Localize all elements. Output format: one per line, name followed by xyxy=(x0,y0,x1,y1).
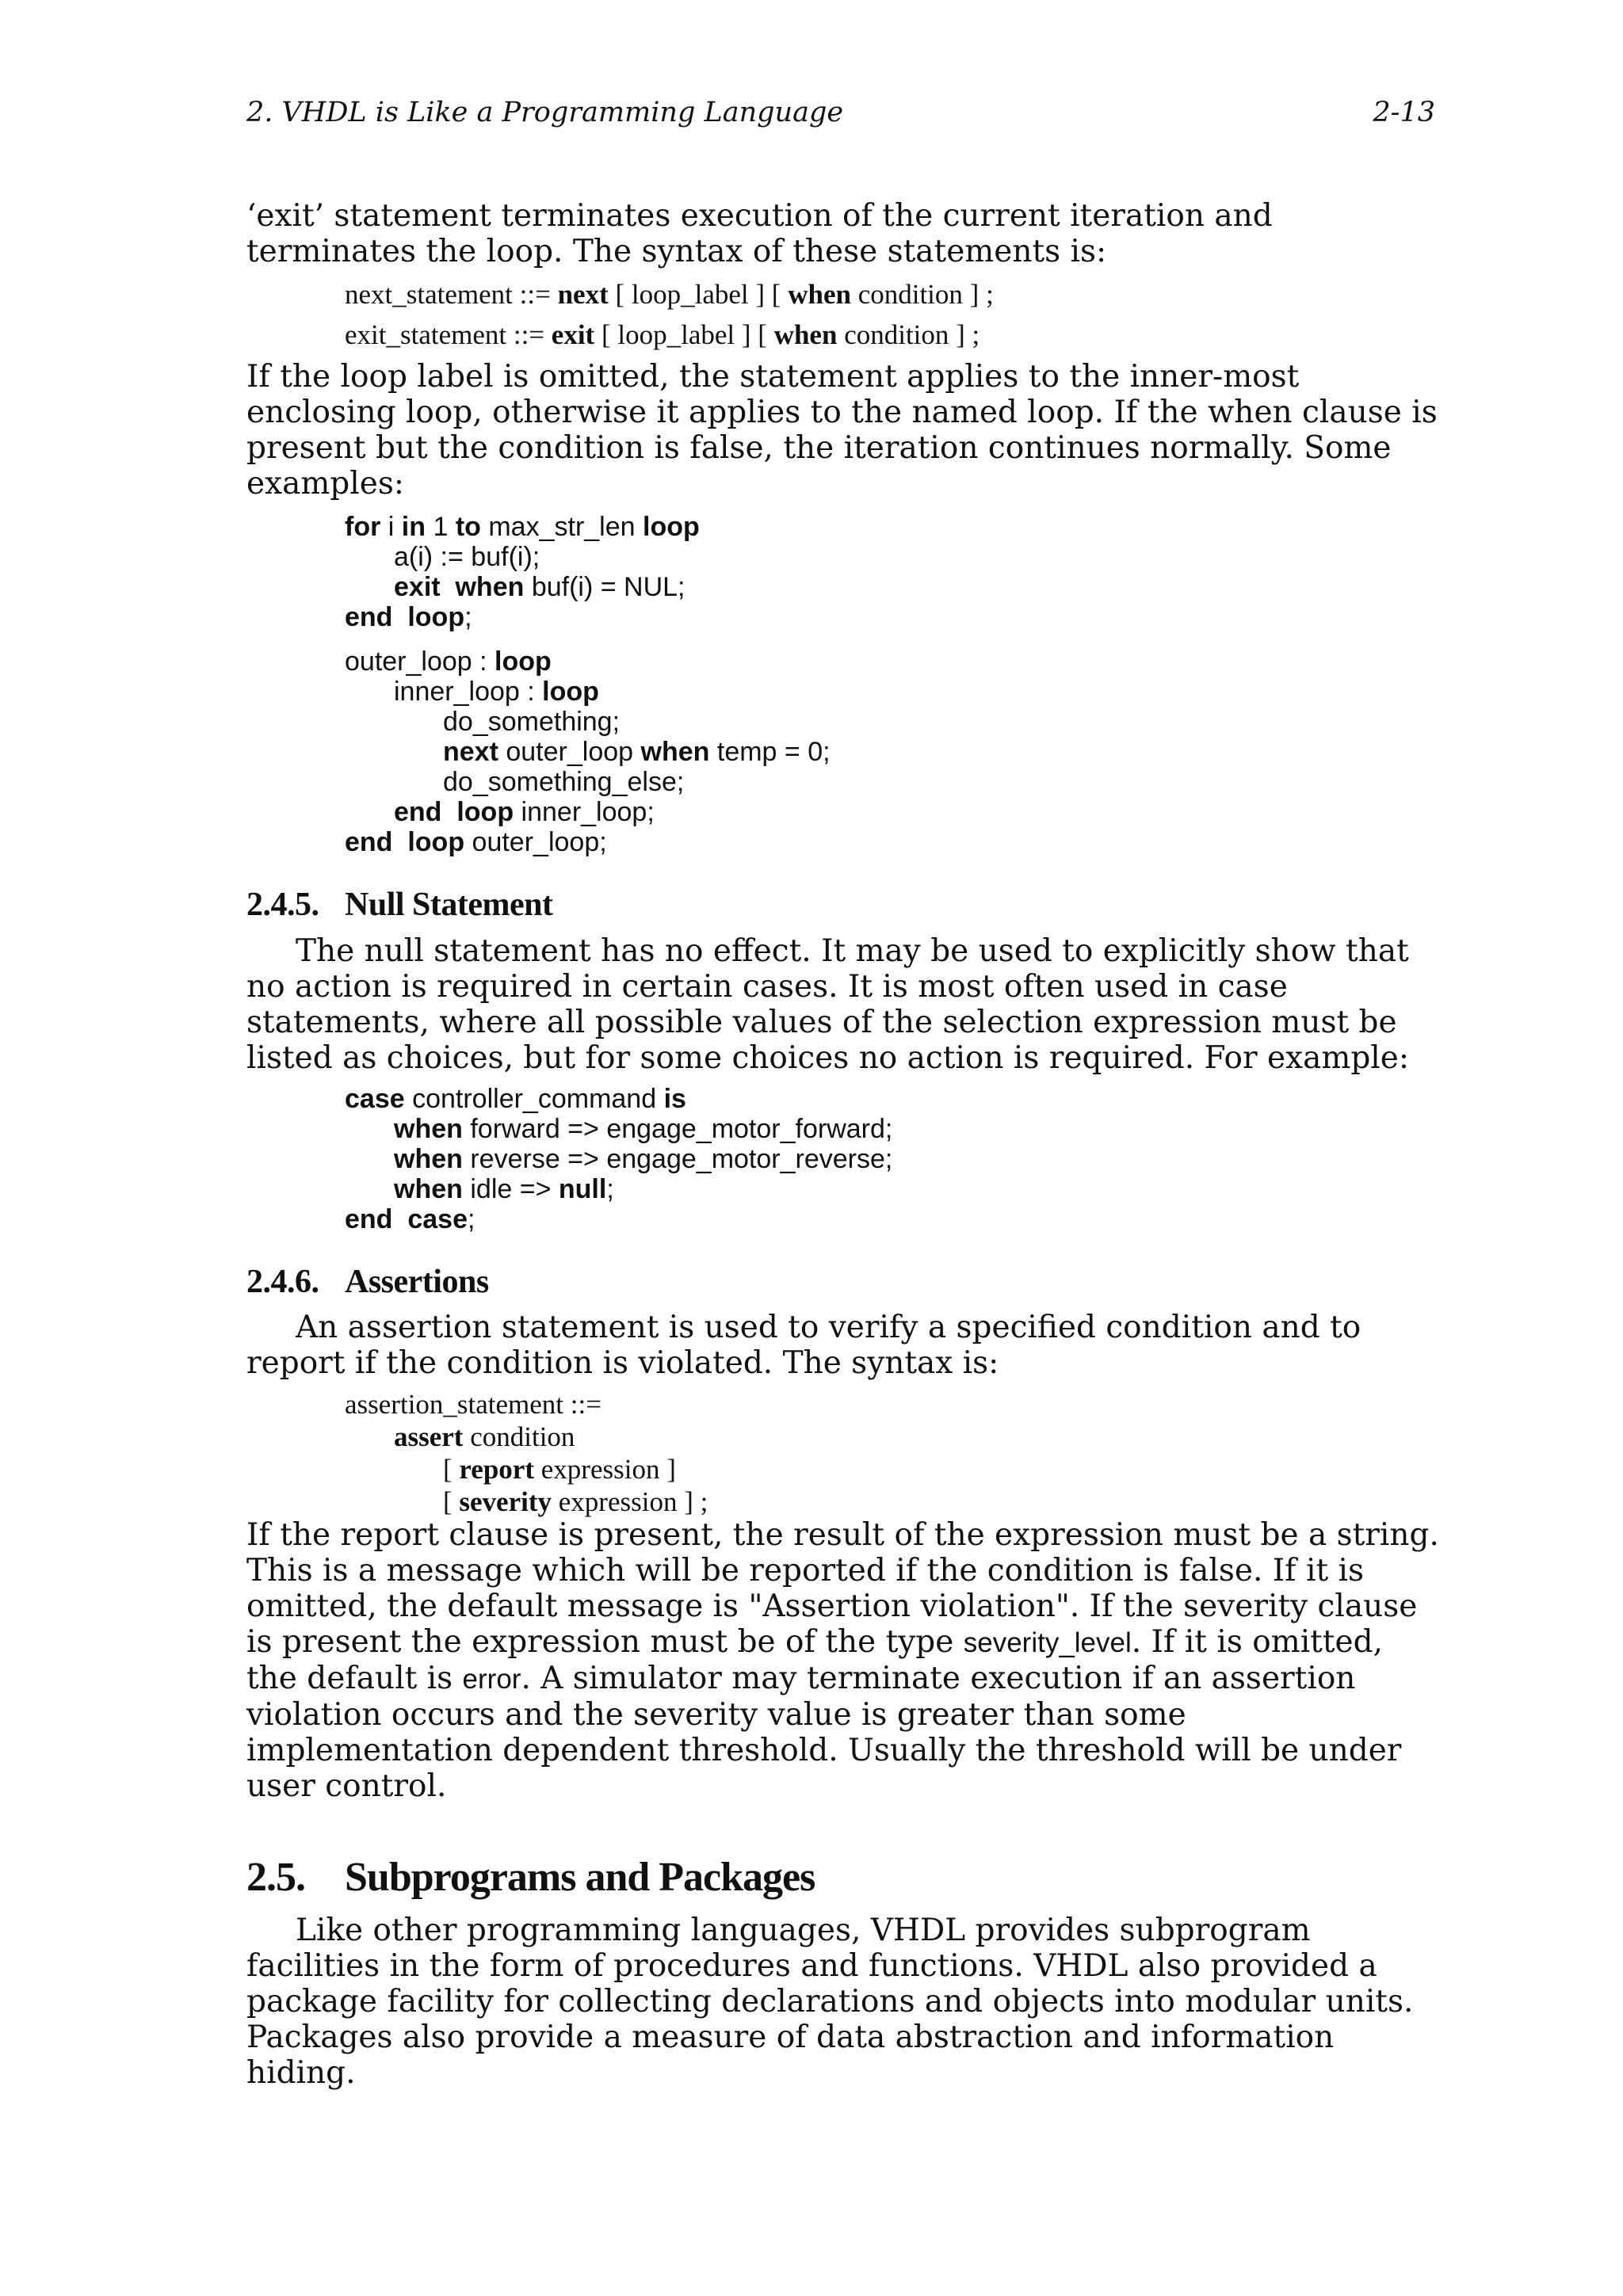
syntax-line: [ report expression ] xyxy=(443,1454,676,1485)
text-line: Like other programming languages, VHDL provides subprogram xyxy=(296,1913,1311,1948)
text-line: implementation dependent threshold. Usually the threshold will be under xyxy=(246,1733,1402,1768)
code-example-for-loop xyxy=(345,512,700,632)
code-line: a(i) := buf(i); xyxy=(394,542,540,572)
section-title: Subprograms and Packages xyxy=(345,1855,815,1900)
section-heading-assertions xyxy=(246,1263,489,1301)
text-line: terminates the loop. The syntax of these statements is: xyxy=(246,234,1107,269)
code-line: do_something_else; xyxy=(443,767,685,797)
assertion-description-paragraph xyxy=(246,1517,1439,1804)
text-line: user control. xyxy=(246,1768,447,1804)
section-number: 2.4.6. xyxy=(246,1264,319,1300)
code-line: end loop; xyxy=(345,602,472,632)
syntax-line: assertion_statement ::= xyxy=(345,1389,601,1420)
text-line: statements, where all possible values of the selection expression must be xyxy=(246,1005,1397,1040)
text-line: This is a message which will be reported if the condition is false. If it is xyxy=(246,1553,1365,1589)
code-line: end loop outer_loop; xyxy=(345,827,607,857)
code-example-nested-loop xyxy=(345,646,831,857)
loop-control-syntax xyxy=(345,274,994,355)
assertion-syntax xyxy=(345,1388,708,1518)
text-line: ‘exit’ statement terminates execution of the current iteration and xyxy=(246,198,1273,234)
text-line: present but the condition is false, the iteration continues normally. Some xyxy=(246,430,1392,466)
assertions-paragraph xyxy=(246,1310,1361,1381)
text-line: violation occurs and the severity value is greater than some xyxy=(246,1697,1186,1733)
text-line: hiding. xyxy=(246,2055,356,2091)
text-line: report if the condition is violated. The syntax is: xyxy=(246,1345,999,1381)
exit-statement-syntax: exit_statement ::= exit [ loop_label ] [ when condition ] ; xyxy=(345,319,980,350)
syntax-line: [ severity expression ] ; xyxy=(443,1486,708,1517)
code-line: for i in 1 to max_str_len loop xyxy=(345,512,700,542)
inline-code: severity_level xyxy=(963,1627,1132,1658)
code-line: exit when buf(i) = NUL; xyxy=(394,572,685,602)
text-line: examples: xyxy=(246,466,404,502)
code-line: outer_loop : loop xyxy=(345,646,552,677)
code-example-case xyxy=(345,1084,892,1234)
code-line: when idle => null; xyxy=(394,1174,614,1204)
text-line: An assertion statement is used to verify a specified condition and to xyxy=(296,1310,1361,1345)
chapter-title: 2. VHDL is Like a Programming Language xyxy=(246,97,844,128)
null-statement-paragraph xyxy=(246,933,1409,1076)
subprograms-paragraph xyxy=(246,1913,1413,2091)
text-line: enclosing loop, otherwise it applies to the named loop. If the when clause is xyxy=(246,395,1438,430)
code-line: end case; xyxy=(345,1204,475,1234)
section-number: 2.5. xyxy=(246,1855,305,1900)
text-line: package facility for collecting declarations and objects into modular units. xyxy=(246,1984,1414,2019)
code-line: end loop inner_loop; xyxy=(394,797,655,827)
section-title: Null Statement xyxy=(345,887,553,923)
code-line: do_something; xyxy=(443,707,621,737)
loop-label-paragraph xyxy=(246,359,1438,502)
syntax-line: assert condition xyxy=(394,1421,575,1452)
text-line: Packages also provide a measure of data abstraction and information xyxy=(246,2019,1335,2055)
running-header xyxy=(246,97,1435,136)
text-line: no action is required in certain cases. It is most often used in case xyxy=(246,969,1288,1005)
text-line: If the report clause is present, the result of the expression must be a string. xyxy=(246,1517,1439,1553)
code-line: when reverse => engage_motor_reverse; xyxy=(394,1144,893,1174)
next-statement-syntax: next_statement ::= next [ loop_label ] [ when condition ] ; xyxy=(345,279,994,310)
inline-code: error xyxy=(462,1664,521,1695)
section-heading-subprograms xyxy=(246,1854,815,1901)
code-line: when forward => engage_motor_forward; xyxy=(394,1114,893,1144)
code-line: next outer_loop when temp = 0; xyxy=(443,737,831,767)
code-line: case controller_command is xyxy=(345,1084,686,1114)
intro-paragraph xyxy=(246,198,1273,269)
text-line: If the loop label is omitted, the statement applies to the inner-most xyxy=(246,359,1300,395)
text-line: facilities in the form of procedures and functions. VHDL also provided a xyxy=(246,1948,1377,1984)
section-heading-null-statement xyxy=(246,886,552,924)
text-line: The null statement has no effect. It may be used to explicitly show that xyxy=(296,933,1409,969)
text-line: is present the expression must be of the type severity_level. If it is omitted, xyxy=(246,1624,1383,1660)
text-line: listed as choices, but for some choices no action is required. For example: xyxy=(246,1040,1409,1076)
page-number: 2-13 xyxy=(1373,97,1435,128)
section-number: 2.4.5. xyxy=(246,887,319,923)
text-line: omitted, the default message is "Assertion violation". If the severity clause xyxy=(246,1589,1418,1624)
section-title: Assertions xyxy=(345,1264,489,1300)
text-line: the default is error. A simulator may terminate execution if an assertion xyxy=(246,1661,1356,1696)
code-line: inner_loop : loop xyxy=(394,677,599,707)
